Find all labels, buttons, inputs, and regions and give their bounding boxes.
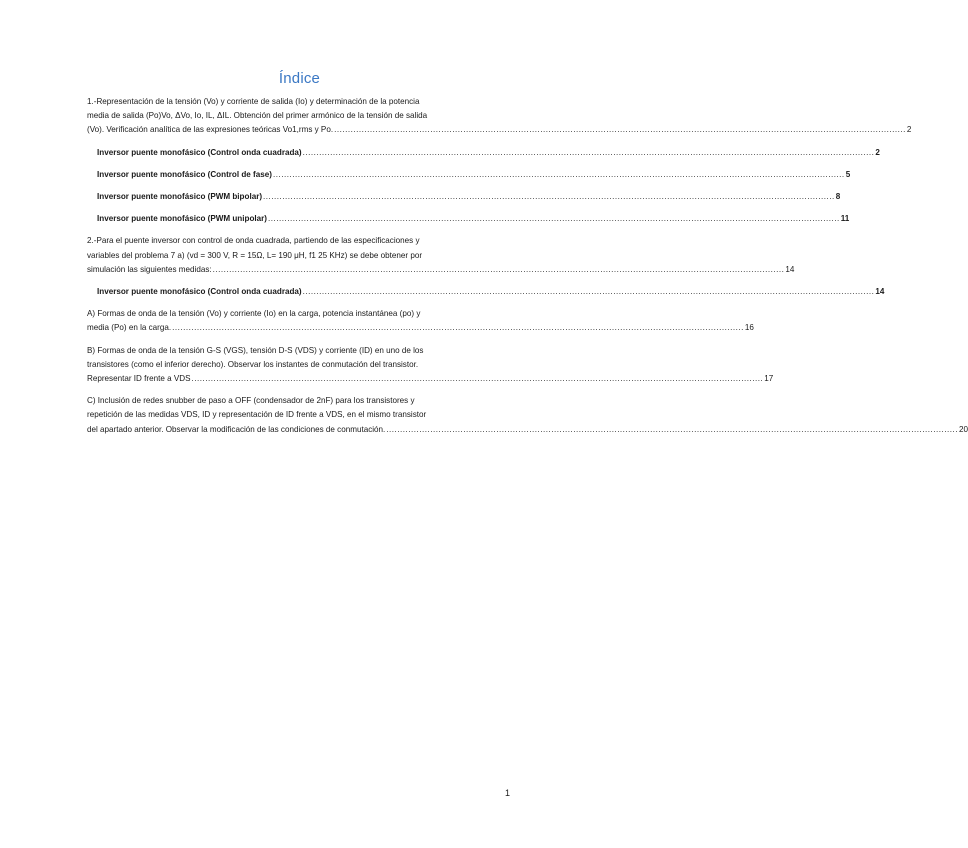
toc-leader-dots [386, 423, 958, 437]
toc-entry-line: transistores (como el inferior derecho). Observar los instantes de conmutación del transistor. [87, 359, 419, 369]
toc-page-number: 2 [906, 125, 912, 135]
toc-entry-b[interactable] [87, 344, 774, 387]
toc-entry-square-wave-2[interactable] [87, 285, 885, 299]
toc-page-number: 14 [785, 264, 795, 274]
toc-entry-section-1[interactable] [87, 95, 912, 138]
toc-entry-line: repetición de las medidas VDS, ID y representación de ID frente a VDS, en el mismo transistor [87, 410, 427, 420]
toc-page-number: 16 [744, 323, 754, 333]
toc-entry-text: Inversor puente monofásico (Control onda cuadrada) [97, 287, 302, 297]
toc-entry-line: 1.-Representación de la tensión (Vo) y corriente de salida (Io) y determinación de la potencia [87, 97, 420, 106]
toc-entry-line: A) Formas de onda de la tensión (Vo) y corriente (Io) en la carga, potencia instantánea (po) y [87, 309, 421, 319]
toc-entry-a[interactable] [87, 307, 754, 335]
toc-entry-line: B) Formas de onda de la tensión G-S (VGS), tensión D-S (VDS) y corriente (ID) en uno de los [87, 345, 424, 355]
toc-entry-pwm-bipolar[interactable] [87, 190, 841, 204]
toc-entry-line: media de salida (Po)Vo, ΔVo, Io, IL, ΔIL. Obtención del primer armónico de la tensión de salida [87, 111, 428, 121]
toc-leader-dots [191, 372, 763, 386]
toc-entry-pwm-unipolar[interactable] [87, 212, 850, 226]
toc-page-number: 14 [875, 287, 885, 297]
toc-leader-dots [268, 212, 840, 226]
toc-leader-dots [303, 285, 875, 299]
toc-page-number: 8 [835, 192, 841, 202]
toc-leader-dots [213, 263, 785, 277]
toc-entry-text: media (Po) en la carga. [87, 323, 172, 333]
page-number: 1 [505, 788, 511, 798]
toc-entry-phase-control[interactable] [87, 168, 851, 182]
toc-entry-text: Inversor puente monofásico (Control de fase) [97, 169, 272, 179]
toc-entry-text: Inversor puente monofásico (Control onda cuadrada) [97, 147, 302, 157]
toc-leader-dots [334, 123, 906, 137]
toc-entry-line: variables del problema 7 a) (vd = 300 V, R = 15Ω, L= 190 μH, f1 25 KHz) se debe obtener por [87, 250, 423, 260]
toc-entry-section-2[interactable] [87, 234, 795, 277]
table-of-contents [87, 95, 968, 437]
toc-page-number: 20 [959, 424, 968, 434]
toc-entry-text: Inversor puente monofásico (PWM unipolar) [97, 214, 267, 224]
toc-leader-dots [273, 168, 845, 182]
toc-page-number: 11 [840, 214, 850, 224]
toc-page-number: 2 [875, 147, 880, 157]
toc-page-number: 5 [845, 169, 851, 179]
toc-leader-dots [172, 321, 744, 335]
toc-entry-text: (Vo). Verificación analítica de las expresiones teóricas Vo1,rms y Po. [87, 125, 334, 135]
toc-page-number: 17 [764, 374, 774, 384]
toc-entry-c[interactable] [87, 394, 968, 437]
toc-entry-text: del apartado anterior. Observar la modificación de las condiciones de conmutación. [87, 424, 386, 434]
toc-leader-dots [263, 190, 835, 204]
toc-entry-line: 2.-Para el puente inversor con control de onda cuadrada, partiendo de las especificaciones y [87, 236, 420, 246]
toc-entry-text: Inversor puente monofásico (PWM bipolar) [97, 192, 263, 202]
toc-entry-text: Representar ID frente a VDS [87, 374, 191, 384]
toc-title: Índice [278, 70, 321, 87]
toc-leader-dots [303, 146, 875, 160]
toc-entry-line: C) Inclusión de redes snubber de paso a OFF (condensador de 2nF) para los transistores y [87, 396, 415, 406]
toc-entry-square-wave[interactable] [87, 146, 880, 160]
toc-entry-text: simulación las siguientes medidas: [87, 264, 212, 274]
